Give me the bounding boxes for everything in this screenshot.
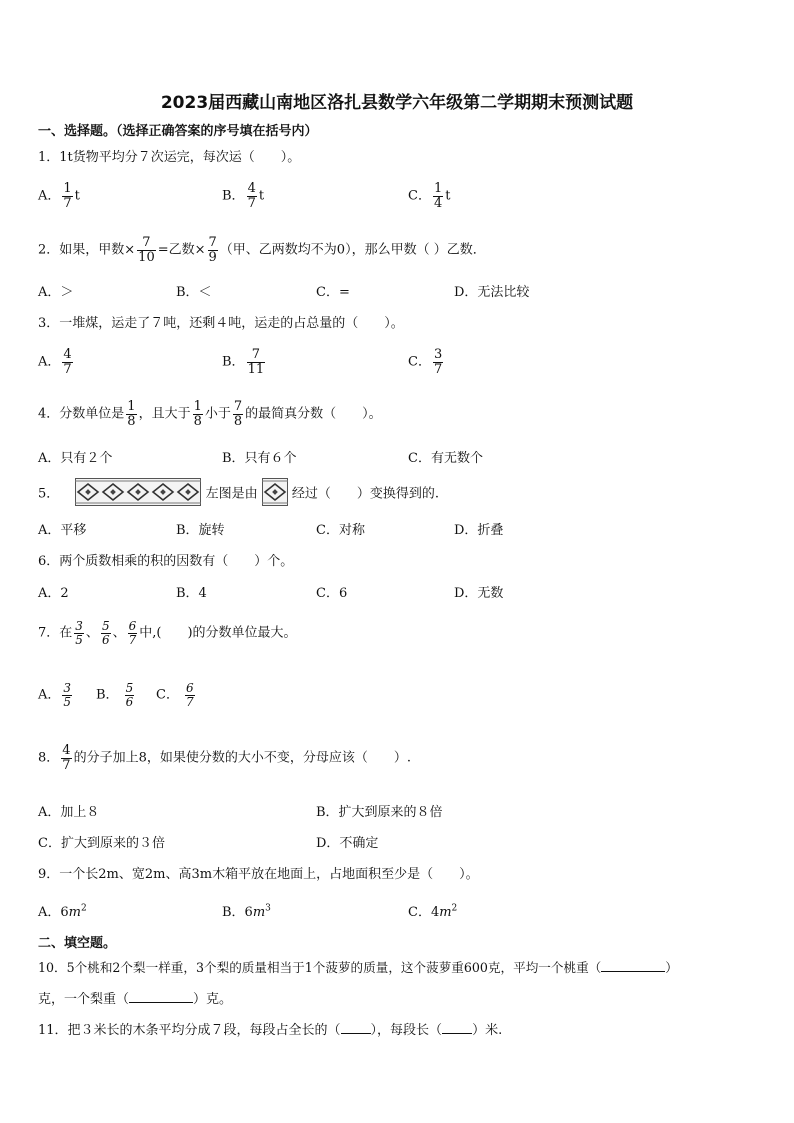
q3-option-c[interactable]: C． $\frac{3}{7}$	[408, 347, 443, 377]
q8-option-d[interactable]: D．不确定	[316, 836, 379, 851]
question-7: 7．在 $\frac{3}{5}$ 、 $\frac{5}{6}$ 、 $\frac{6}{7}$ 中,( )的分数单位最大。	[38, 619, 297, 647]
fraction: $\frac{1}{8}$	[127, 399, 136, 429]
question-11: 11．把３米长的木条平均分成７段，每段占全长的（ ），每段长（ ）米.	[38, 1023, 503, 1038]
fraction: $\frac{1}{7}$	[63, 181, 72, 211]
border-pattern-image	[75, 478, 201, 506]
answer-blank[interactable]	[341, 1033, 371, 1034]
q6-option-b[interactable]: B．4	[176, 586, 207, 601]
q2-option-a[interactable]: A．＞	[38, 285, 74, 300]
question-4: 4．分数单位是 $\frac{1}{8}$ ，且大于 $\frac{1}{8}$ 小于 $\frac{7}{8}$ 的最简真分数（ ）。	[38, 399, 382, 429]
question-8: 8． $\frac{4}{7}$ 的分子加上8，如果使分数的大小不变，分母应该（ ）.	[38, 743, 411, 773]
q5-option-a[interactable]: A．平移	[38, 523, 87, 538]
fraction: $\frac{3}{7}$	[433, 347, 443, 377]
q5-option-c[interactable]: C．对称	[316, 523, 365, 538]
q4-option-b[interactable]: B．只有６个	[222, 451, 297, 466]
q6-option-a[interactable]: A．2	[38, 586, 69, 601]
q4-option-c[interactable]: C．有无数个	[408, 451, 483, 466]
q7-option-c[interactable]: C． $\frac{6}{7}$	[156, 681, 194, 709]
question-9: 9．一个长2m、宽2m、高3m木箱平放在地面上，占地面积至少是（ ）。	[38, 867, 479, 882]
q3-option-b[interactable]: B． $\frac{7}{11}$	[222, 347, 265, 377]
fraction: $\frac{7}{9}$	[208, 235, 217, 265]
fraction: $\frac{4}{7}$	[62, 743, 71, 773]
answer-blank[interactable]	[442, 1033, 472, 1034]
fraction: $\frac{7}{10}$	[138, 235, 155, 265]
q9-option-c[interactable]: C．$4m^2$	[408, 903, 458, 920]
question-6: 6．两个质数相乘的积的因数有（ ）个。	[38, 554, 294, 569]
fraction: $\frac{4}{7}$	[63, 347, 72, 377]
answer-blank[interactable]	[129, 1002, 193, 1003]
q8-option-a[interactable]: A．加上８	[38, 805, 100, 820]
answer-blank[interactable]	[601, 971, 665, 972]
q1-option-a[interactable]: A． $\frac{1}{7}$ t	[38, 181, 80, 211]
q2-option-b[interactable]: B．＜	[176, 285, 212, 300]
fraction: $\frac{3}{5}$	[75, 619, 83, 647]
fraction: $\frac{5}{6}$	[125, 681, 134, 709]
q7-option-a[interactable]: A． $\frac{3}{5}$	[38, 681, 72, 709]
fraction: $\frac{5}{6}$	[101, 619, 110, 647]
q2-option-d[interactable]: D．无法比较	[454, 285, 530, 300]
q5-option-b[interactable]: B．旋转	[176, 523, 225, 538]
question-1: 1．1t货物平均分７次运完，每次运（ ）。	[38, 150, 301, 165]
q4-option-a[interactable]: A．只有２个	[38, 451, 113, 466]
question-2: 2．如果，甲数× $\frac{7}{10}$ =乙数× $\frac{7}{9}$ （甲、乙两数均不为0），那么甲数（ ）乙数．	[38, 235, 486, 265]
fraction: $\frac{7}{8}$	[233, 399, 243, 429]
q3-option-a[interactable]: A． $\frac{4}{7}$	[38, 347, 72, 377]
q1-option-b[interactable]: B． $\frac{4}{7}$ t	[222, 181, 265, 211]
question-3: 3．一堆煤，运走了７吨，还剩４吨，运走的占总量的（ ）。	[38, 316, 404, 331]
q1-option-c[interactable]: C． $\frac{1}{4}$ t	[408, 181, 451, 211]
q7-option-b[interactable]: B． $\frac{5}{6}$	[96, 681, 134, 709]
fraction: $\frac{7}{11}$	[247, 347, 265, 377]
fraction: $\frac{1}{8}$	[193, 399, 202, 429]
fraction: $\frac{4}{7}$	[247, 181, 256, 211]
single-diamond-image	[262, 478, 288, 506]
q8-option-b[interactable]: B．扩大到原来的８倍	[316, 805, 443, 820]
q8-option-c[interactable]: C．扩大到原来的３倍	[38, 836, 165, 851]
question-5: 5． 左图是由 经过（ ）变换得到的.	[38, 478, 439, 506]
q6-option-c[interactable]: C．6	[316, 586, 348, 601]
section-heading-choice: 一、选择题。（选择正确答案的序号填在括号内）	[38, 124, 318, 139]
section-heading-fill: 二、填空题。	[38, 936, 117, 951]
q9-option-b[interactable]: B．$6m^3$	[222, 903, 271, 920]
fraction: $\frac{3}{5}$	[63, 681, 72, 709]
fraction: $\frac{6}{7}$	[185, 681, 194, 709]
q5-option-d[interactable]: D．折叠	[454, 523, 504, 538]
question-10-cont: 克，一个梨重（ ）克。	[38, 992, 233, 1007]
q9-option-a[interactable]: A．$6m^2$	[38, 903, 87, 920]
fraction: $\frac{1}{4}$	[433, 181, 443, 211]
fraction: $\frac{6}{7}$	[128, 619, 137, 647]
question-10: 10．5个桃和2个梨一样重，3个梨的质量相当于1个菠萝的质量，这个菠萝重600克，平均一个桃重（ ）	[38, 960, 678, 975]
q2-option-c[interactable]: C．=	[316, 285, 350, 300]
q6-option-d[interactable]: D．无数	[454, 586, 504, 601]
page-title: 2023届西藏山南地区洛扎县数学六年级第二学期期末预测试题	[160, 93, 634, 113]
